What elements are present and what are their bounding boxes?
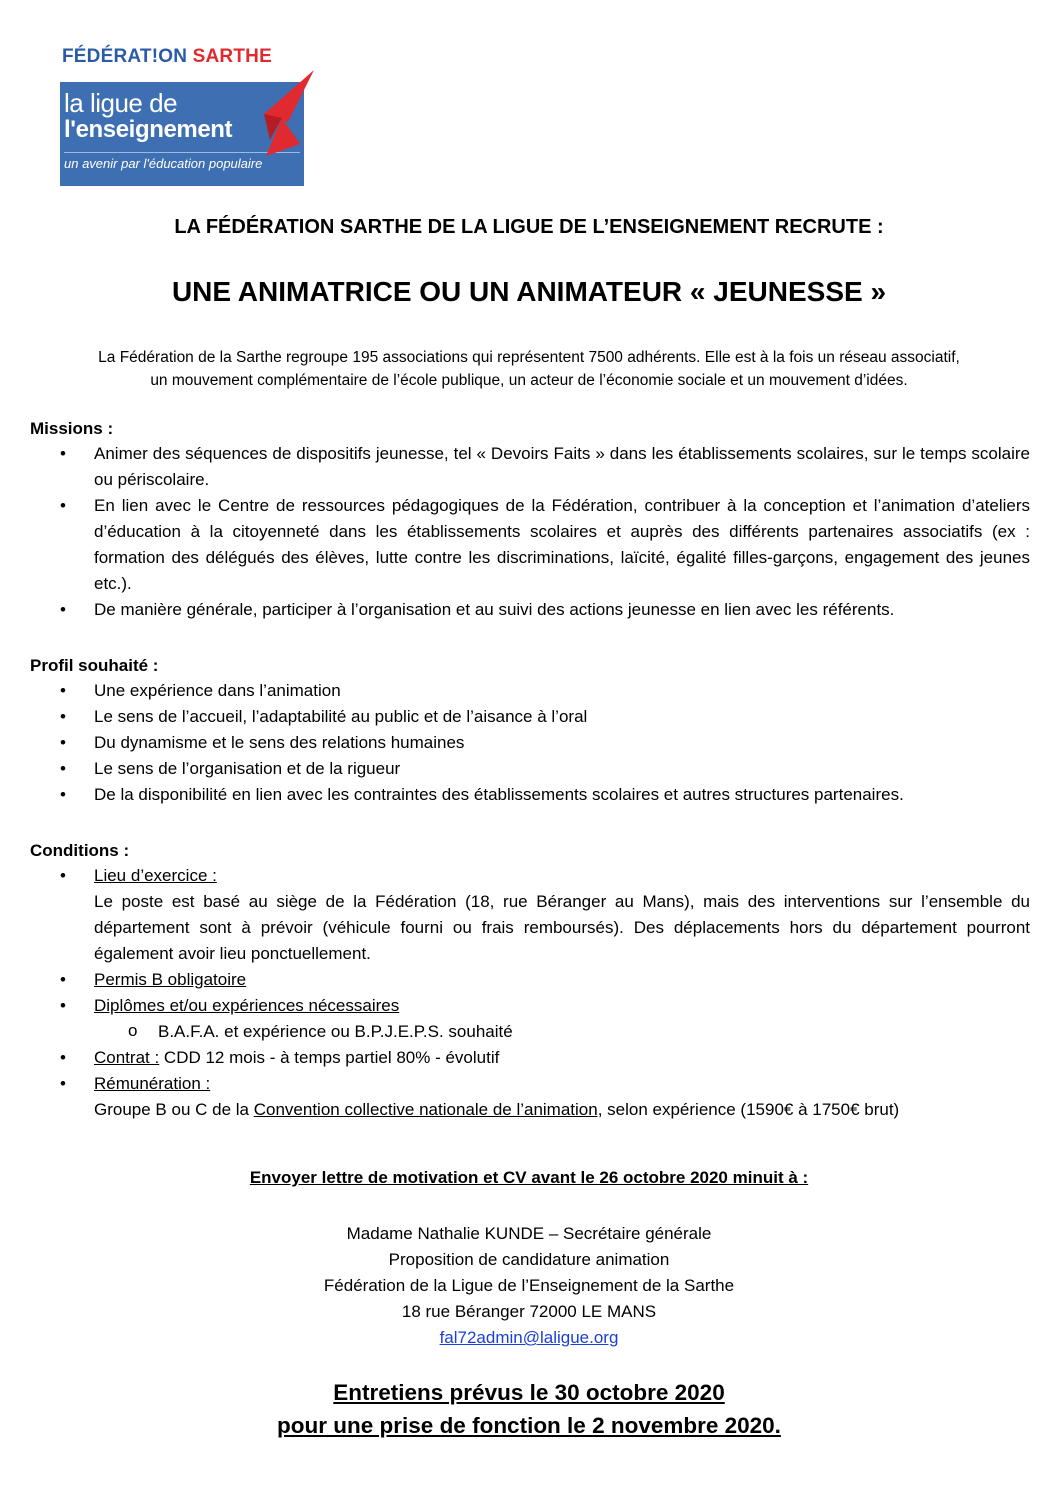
- permis-label: Permis B obligatoire: [94, 970, 247, 989]
- condition-diplomes: [30, 993, 1030, 1019]
- diplomes-label: Diplômes et/ou expériences nécessaires: [94, 996, 400, 1015]
- logo-tagline: un avenir par l'éducation populaire: [64, 152, 300, 171]
- profil-section: [30, 654, 1030, 808]
- intro-line-1: La Fédération de la Sarthe regroupe 195 associations qui représentent 7500 adhérents. Elle est à la fois un réseau associatif,: [98, 349, 960, 366]
- mission-item: • De manière générale, participer à l’organisation et au suivi des actions jeunesse en lien avec les référents.: [30, 597, 1030, 623]
- remuneration-pre: Groupe B ou C de la: [94, 1100, 254, 1119]
- missions-section: [30, 417, 1030, 623]
- interview-line-1: Entretiens prévus le 30 octobre 2020: [333, 1380, 725, 1405]
- contrat-label: Contrat :: [94, 1048, 160, 1067]
- remuneration-post: selon expérience (1590€ à 1750€ brut): [602, 1100, 900, 1119]
- contact-org: Fédération de la Ligue de l’Enseignement de la Sarthe: [323, 1276, 735, 1295]
- contact-subject: Proposition de candidature animation: [388, 1250, 670, 1269]
- profil-title: Profil souhaité :: [30, 656, 159, 675]
- remuneration-label: Rémunération :: [94, 1074, 211, 1093]
- profil-item: • Une expérience dans l’animation: [30, 678, 1030, 704]
- profil-item: • De la disponibilité en lien avec les contraintes des établissements scolaires et autres structures partenaires.: [30, 782, 1030, 808]
- interview-line-2: pour une prise de fonction le 2 novembre 2020.: [277, 1413, 781, 1438]
- profil-item: • Du dynamisme et le sens des relations humaines: [30, 730, 1030, 756]
- intro-line-2: un mouvement complémentaire de l’école publique, un acteur de l’économie sociale et un mouvement d’idées.: [150, 372, 908, 389]
- contact-street: 18 rue Béranger 72000 LE MANS: [401, 1302, 657, 1321]
- condition-contrat: [30, 1045, 1030, 1071]
- conditions-list-2: [30, 1045, 1030, 1123]
- lieu-label: Lieu d’exercice :: [94, 866, 217, 885]
- conditions-title: Conditions :: [30, 841, 130, 860]
- send-heading: Envoyer lettre de motivation et CV avant le 26 octobre 2020 minuit à :: [249, 1168, 809, 1187]
- logo-federation-word: FÉDÉRAT!ON: [62, 46, 188, 67]
- profil-item: • Le sens de l’accueil, l’adaptabilité au public et de l’aisance à l’oral: [30, 704, 1030, 730]
- convention-link: Convention collective nationale de l’animation,: [253, 1100, 603, 1119]
- diplomes-sub-item: o B.A.F.A. et expérience ou B.P.J.E.P.S. souhaité: [30, 1019, 1030, 1045]
- missions-list: [30, 441, 1030, 623]
- condition-permis: [30, 967, 1030, 993]
- contact-name: Madame Nathalie KUNDE – Secrétaire générale: [346, 1224, 712, 1243]
- contact-email-link[interactable]: fal72admin@laligue.org: [439, 1328, 619, 1347]
- contrat-text: CDD 12 mois - à temps partiel 80% - évolutif: [159, 1048, 500, 1067]
- missions-title: Missions :: [30, 419, 114, 438]
- lieu-text: Le poste est basé au siège de la Fédération (18, rue Béranger au Mans), mais des interventions sur l’ensemble du département sont à prévoir (véhicule fourni ou frais remboursés). Des déplacements hors du département pourront également avoir lieu ponctuellement.: [94, 892, 1030, 963]
- logo-red-arrows-icon: [60, 44, 320, 186]
- logo-region-word: SARTHE: [192, 46, 272, 67]
- profil-item: • Le sens de l’organisation et de la rigueur: [30, 756, 1030, 782]
- profil-list: [30, 678, 1030, 808]
- job-title: UNE ANIMATRICE OU UN ANIMATEUR « JEUNESSE »: [171, 276, 887, 307]
- address-block: [0, 1221, 1058, 1351]
- interview-notice: [0, 1376, 1058, 1442]
- logo-line-2: l'enseignement: [64, 116, 233, 143]
- conditions-list: [30, 863, 1030, 1019]
- conditions-section: [30, 839, 1030, 1123]
- mission-item: • Animer des séquences de dispositifs jeunesse, tel « Devoirs Faits » dans les établissements scolaires, sur le temps scolaire ou périscolaire.: [30, 441, 1030, 493]
- intro-paragraph: [26, 346, 1032, 392]
- logo-line-1: la ligue de: [64, 88, 178, 118]
- condition-remuneration: [30, 1071, 1030, 1123]
- recruit-heading: LA FÉDÉRATION SARTHE DE LA LIGUE DE L’ENSEIGNEMENT RECRUTE :: [174, 216, 884, 238]
- mission-item: • En lien avec le Centre de ressources pédagogiques de la Fédération, contribuer à la conception et l’animation d’ateliers d’éducation à la citoyenneté dans les établissements scolaires et auprès des différents partenaires associatifs (ex : formation des délégués des élèves, lutte contre les discriminations, laïcité, égalité filles-garçons, engagement des jeunes etc.).: [30, 493, 1030, 597]
- ligue-logo: [60, 44, 320, 186]
- condition-lieu: [30, 863, 1030, 967]
